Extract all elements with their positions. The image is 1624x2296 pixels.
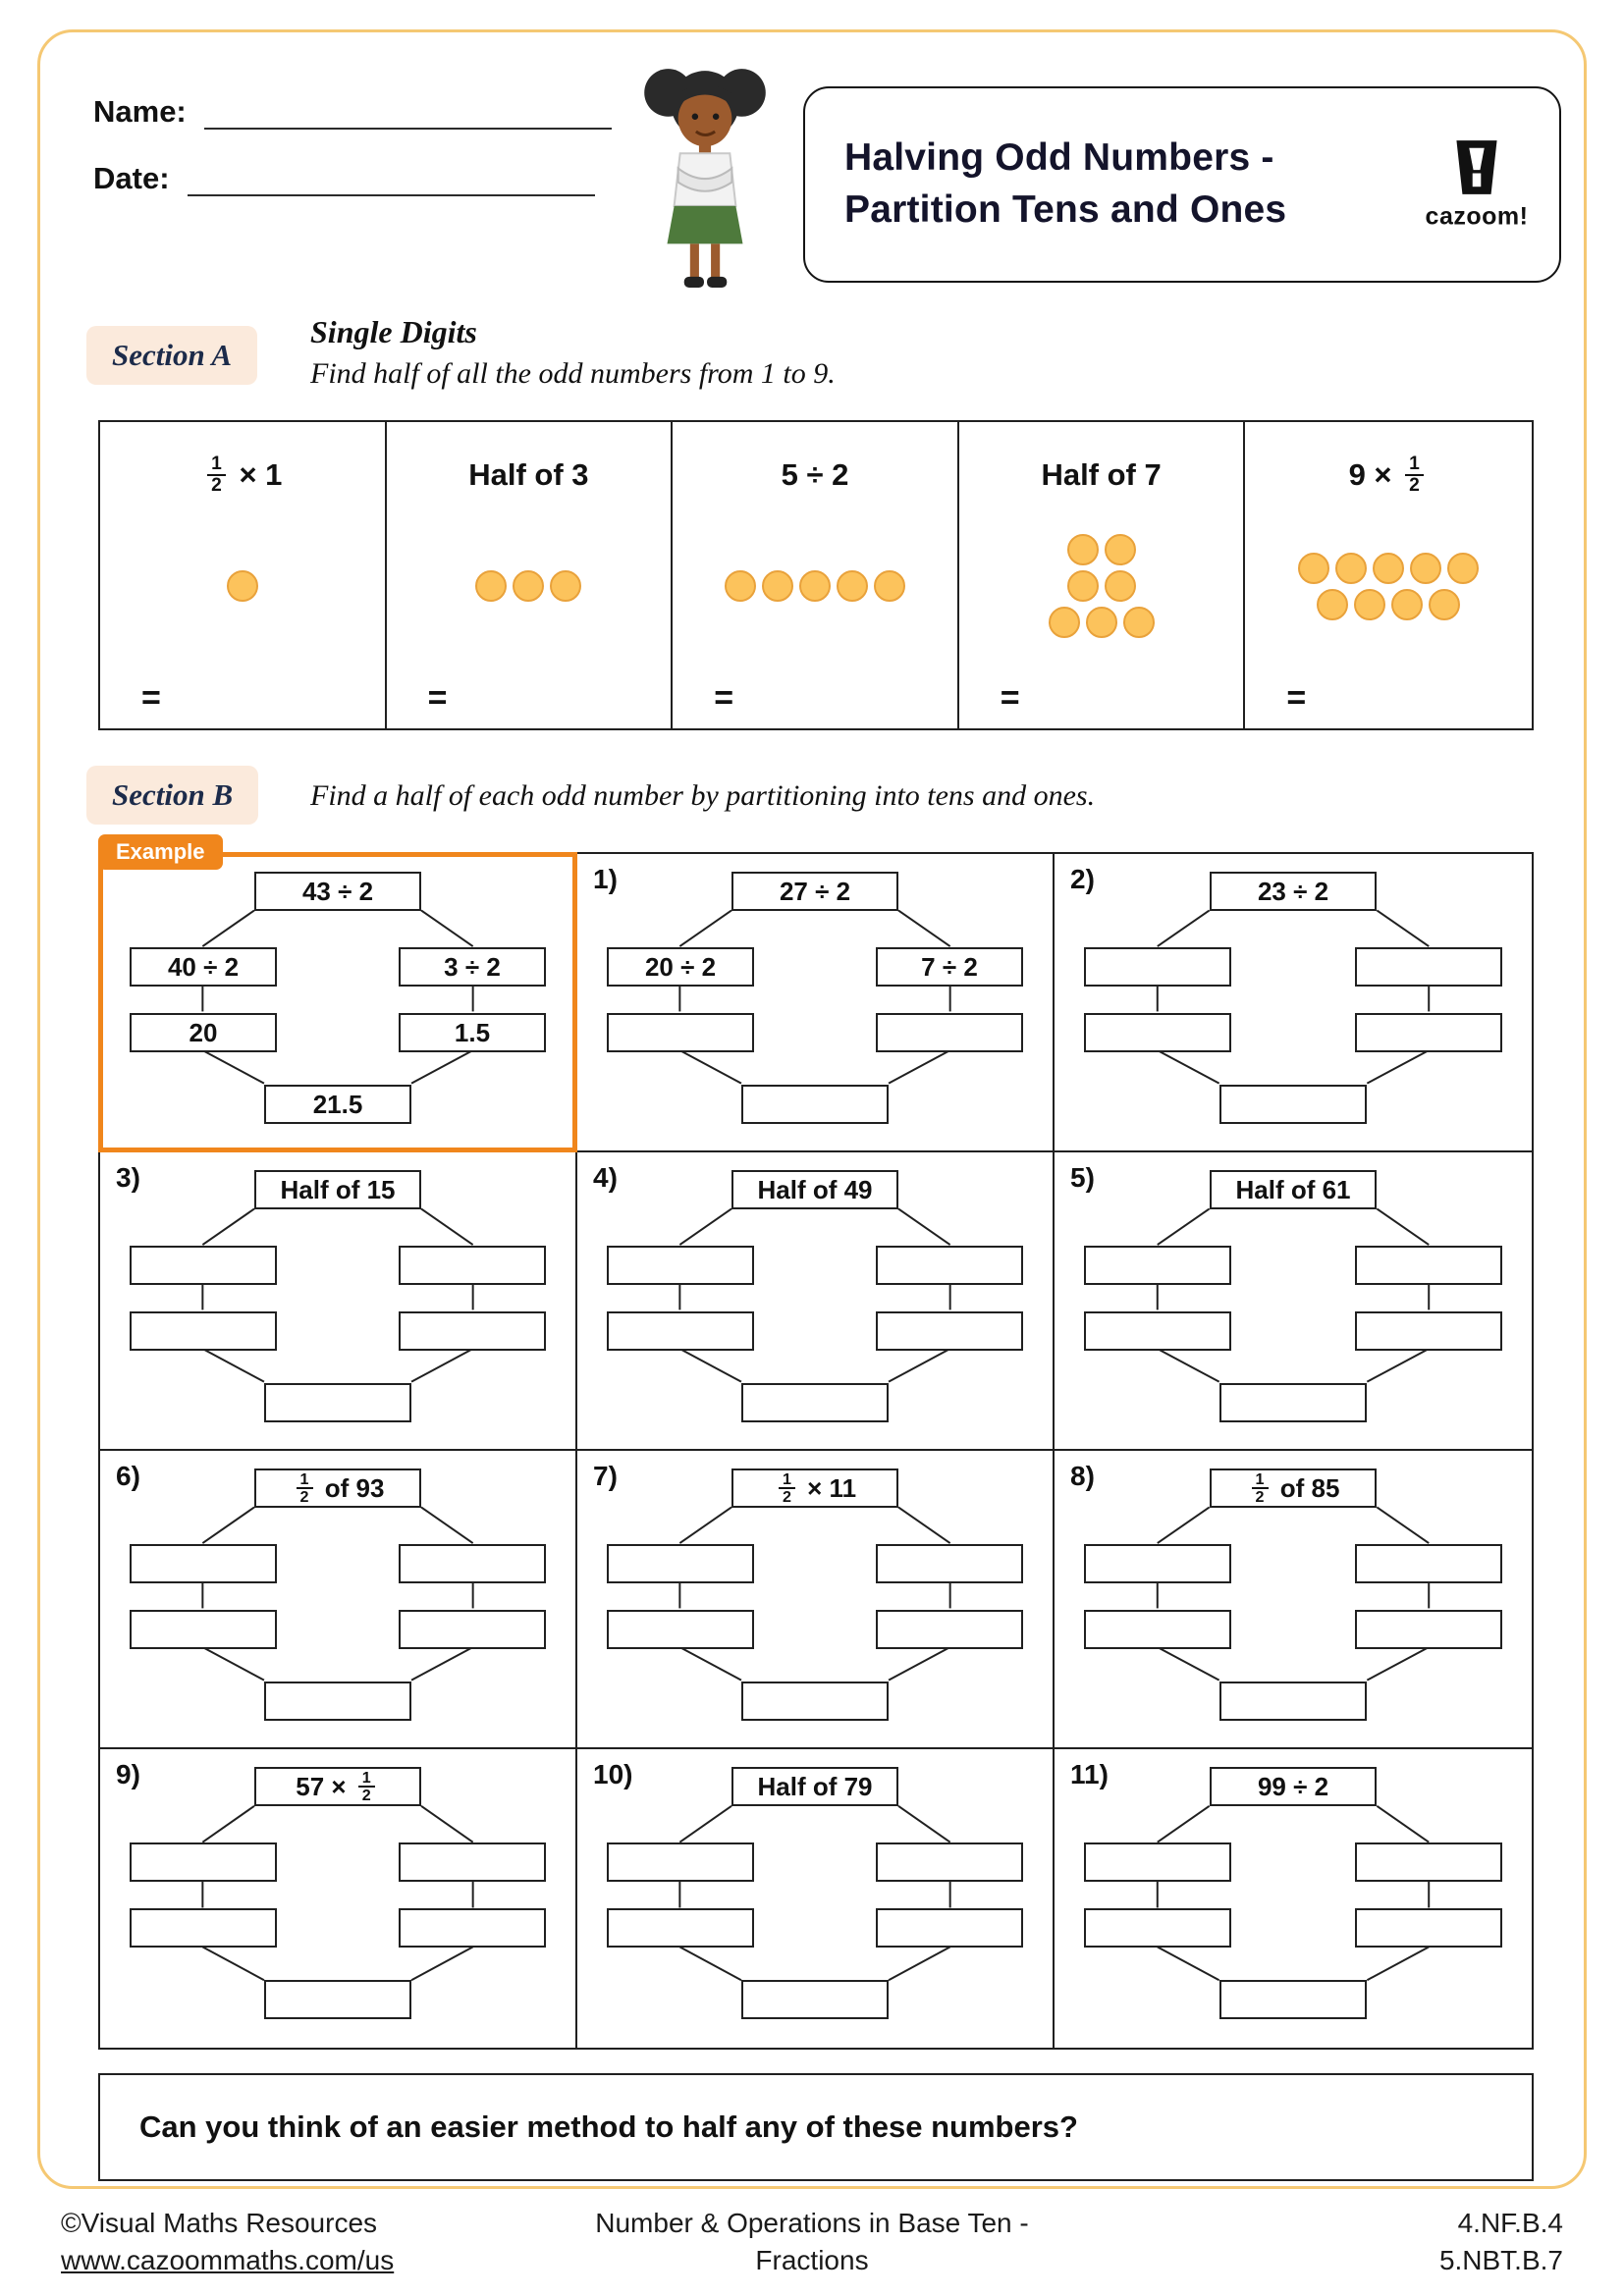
partition-ones-box[interactable] (876, 1544, 1023, 1583)
date-field (93, 161, 595, 196)
partition-expression-box: $\frac{1}{2}$ of 93 (254, 1468, 421, 1508)
one-half-fraction: $\frac{1}{2}$ (207, 454, 226, 495)
partition-ones-box[interactable] (876, 1246, 1023, 1285)
counter-dots (387, 505, 672, 667)
problem-number: 5) (1070, 1162, 1095, 1193)
section-a-problem (1245, 422, 1532, 728)
problem-number: 6) (116, 1461, 140, 1491)
partition-expression-box: 99 ÷ 2 (1210, 1767, 1377, 1806)
partition-final-answer-box[interactable] (741, 1980, 889, 2019)
partition-problem (577, 1749, 1055, 2048)
equals-sign: = (1286, 678, 1307, 717)
name-label: Name: (93, 94, 187, 129)
partition-tens-box[interactable] (607, 1246, 754, 1285)
partition-problem (577, 1152, 1055, 1451)
partition-ones-answer-box[interactable] (876, 1013, 1023, 1052)
partition-final-answer-box: 21.5 (264, 1085, 411, 1124)
counter-dots (673, 505, 957, 667)
partition-ones-box[interactable] (876, 1842, 1023, 1882)
partition-expression-box: $\frac{1}{2}$ × 11 (731, 1468, 898, 1508)
counter-dots (1245, 505, 1532, 667)
counter-dot (1373, 553, 1404, 584)
partition-expression-box: Half of 79 (731, 1767, 898, 1806)
problem-number: 7) (593, 1461, 618, 1491)
partition-tens-box[interactable] (1084, 1842, 1231, 1882)
partition-tens-box[interactable] (607, 1842, 754, 1882)
section-a-heading: Single Digits (310, 314, 477, 349)
partition-problem (1055, 1451, 1532, 1749)
partition-tens-box[interactable] (1084, 1544, 1231, 1583)
section-a-problem (387, 422, 674, 728)
dot-row (1067, 534, 1136, 565)
partition-expression-box: 43 ÷ 2 (254, 872, 421, 911)
counter-dot (513, 570, 544, 602)
one-half-fraction: $\frac{1}{2}$ (297, 1471, 313, 1506)
partition-tens-box[interactable] (130, 1842, 277, 1882)
page-footer (0, 2205, 1624, 2287)
partition-problem (577, 854, 1055, 1152)
partition-final-answer-box[interactable] (1219, 1383, 1367, 1422)
partition-ones-box[interactable] (399, 1544, 546, 1583)
cazoom-logo (1418, 138, 1536, 232)
dot-row (1067, 570, 1136, 602)
partition-final-answer-box[interactable] (264, 1682, 411, 1721)
partition-tens-answer-box[interactable] (607, 1610, 754, 1649)
counter-dot (1391, 589, 1423, 620)
partition-ones-box[interactable] (1355, 947, 1502, 987)
date-line[interactable] (188, 161, 595, 196)
section-b-grid (98, 839, 1534, 2050)
partition-problem (100, 1152, 577, 1451)
partition-tens-answer-box[interactable] (1084, 1610, 1231, 1649)
name-field (93, 94, 612, 130)
partition-ones-box[interactable] (1355, 1246, 1502, 1285)
counter-dot (1354, 589, 1385, 620)
counter-dot (1105, 534, 1136, 565)
partition-tens-answer-box[interactable] (1084, 1013, 1231, 1052)
partition-problem (1055, 854, 1532, 1152)
problem-number: 10) (593, 1759, 633, 1789)
footer-category (0, 2205, 1624, 2279)
counter-dot (1298, 553, 1329, 584)
one-half-fraction: $\frac{1}{2}$ (779, 1471, 795, 1506)
counter-dot (725, 570, 756, 602)
partition-expression-box: 57 × $\frac{1}{2}$ (254, 1767, 421, 1806)
problem-number: 4) (593, 1162, 618, 1193)
section-a-problem (959, 422, 1246, 728)
problem-expression: $\frac{1}{2}$ × 1 (100, 446, 385, 505)
section-a-problem (100, 422, 387, 728)
problem-expression: Half of 3 (468, 457, 589, 492)
counter-dot (550, 570, 581, 602)
dot-row (1317, 589, 1460, 620)
partition-expression-box: 23 ÷ 2 (1210, 872, 1377, 911)
partition-ones-box[interactable] (399, 1842, 546, 1882)
partition-final-answer-box[interactable] (264, 1980, 411, 2019)
partition-problem (100, 1749, 577, 2048)
partition-final-answer-box[interactable] (264, 1383, 411, 1422)
equals-sign: = (141, 678, 161, 717)
equals-sign: = (1000, 678, 1020, 717)
counter-dot (1410, 553, 1441, 584)
partition-ones-answer-box[interactable] (1355, 1610, 1502, 1649)
footer-copyright: ©Visual Maths Resources (61, 2208, 378, 2238)
partition-ones-answer-box[interactable] (399, 1311, 546, 1351)
dot-row (475, 570, 581, 602)
partition-tens-box: 40 ÷ 2 (130, 947, 277, 987)
partition-final-answer-box[interactable] (1219, 1980, 1367, 2019)
counter-dot (227, 570, 258, 602)
counter-dot (1335, 553, 1367, 584)
cartoon-girl-illustration (630, 57, 780, 291)
partition-ones-answer-box[interactable] (1355, 1311, 1502, 1351)
equals-sign: = (714, 678, 734, 717)
counter-dots (959, 505, 1244, 667)
counter-dot (1317, 589, 1348, 620)
partition-final-answer-box[interactable] (741, 1383, 889, 1422)
partition-tens-answer-box[interactable] (130, 1908, 277, 1948)
partition-expression-box: Half of 15 (254, 1170, 421, 1209)
partition-tens-answer-box[interactable] (1084, 1311, 1231, 1351)
partition-tens-box[interactable] (607, 1544, 754, 1583)
partition-problem (1055, 1152, 1532, 1451)
counter-dot (475, 570, 507, 602)
example-tag: Example (98, 834, 223, 870)
partition-tens-answer-box[interactable] (607, 1311, 754, 1351)
partition-tens-box[interactable] (1084, 1246, 1231, 1285)
footer-standard-1: 4.NF.B.4 (1457, 2208, 1563, 2238)
counter-dots (100, 505, 385, 667)
dot-row (725, 570, 905, 602)
counter-dot (762, 570, 793, 602)
partition-problem (1055, 1749, 1532, 2048)
partition-final-answer-box[interactable] (1219, 1085, 1367, 1124)
partition-tens-answer-box[interactable] (607, 1908, 754, 1948)
counter-dot (1105, 570, 1136, 602)
partition-ones-box[interactable] (1355, 1544, 1502, 1583)
partition-tens-box[interactable] (1084, 947, 1231, 987)
question-box (98, 2073, 1534, 2181)
name-line[interactable] (204, 94, 612, 130)
footer-standards (1439, 2205, 1563, 2279)
counter-dot (837, 570, 868, 602)
problem-expression: 9 × $\frac{1}{2}$ (1245, 446, 1532, 505)
question-text: Can you think of an easier method to half any of these numbers? (139, 2109, 1078, 2144)
partition-tens-answer-box[interactable] (1084, 1908, 1231, 1948)
section-a-table (98, 420, 1534, 730)
partition-tens-box[interactable] (130, 1544, 277, 1583)
partition-tens-box: 20 ÷ 2 (607, 947, 754, 987)
partition-ones-answer-box[interactable] (876, 1311, 1023, 1351)
partition-ones-box: 3 ÷ 2 (399, 947, 546, 987)
footer-standard-2: 5.NBT.B.7 (1438, 2244, 1563, 2275)
one-half-fraction: $\frac{1}{2}$ (358, 1770, 375, 1804)
counter-dot (1429, 589, 1460, 620)
problem-expression: 5 ÷ 2 (781, 457, 849, 492)
section-a-problem (673, 422, 959, 728)
footer-url-link[interactable]: www.cazoommaths.com/us (61, 2244, 395, 2275)
partition-problem (100, 839, 577, 1152)
partition-ones-box[interactable] (399, 1246, 546, 1285)
page-title (805, 133, 1286, 236)
partition-tens-answer-box[interactable] (130, 1311, 277, 1351)
partition-final-answer-box[interactable] (741, 1682, 889, 1721)
dot-row (1298, 553, 1479, 584)
one-half-fraction: $\frac{1}{2}$ (1405, 454, 1424, 495)
partition-tens-answer-box: 20 (130, 1013, 277, 1052)
partition-expression-box: Half of 49 (731, 1170, 898, 1209)
problem-number: 3) (116, 1162, 140, 1193)
cazoom-logo-text: cazoom! (1425, 202, 1529, 231)
partition-final-answer-box[interactable] (1219, 1682, 1367, 1721)
partition-ones-answer-box: 1.5 (399, 1013, 546, 1052)
equals-sign: = (427, 678, 448, 717)
footer-category-line-1: Number & Operations in Base Ten - (595, 2208, 1029, 2238)
problem-number: 8) (1070, 1461, 1095, 1491)
problem-number: 9) (116, 1759, 140, 1789)
partition-expression-box: Half of 61 (1210, 1170, 1377, 1209)
partition-ones-answer-box[interactable] (1355, 1013, 1502, 1052)
counter-dot (874, 570, 905, 602)
partition-problem (100, 1451, 577, 1749)
section-a-instruction: Find half of all the odd numbers from 1 to 9. (310, 357, 836, 390)
partition-ones-answer-box[interactable] (1355, 1908, 1502, 1948)
partition-expression-box: $\frac{1}{2}$ of 85 (1210, 1468, 1377, 1508)
title-line-1: Halving Odd Numbers - (844, 136, 1274, 180)
problem-number: 1) (593, 864, 618, 894)
section-b-instruction: Find a half of each odd number by partitioning into tens and ones. (310, 779, 1096, 812)
partition-ones-answer-box[interactable] (399, 1610, 546, 1649)
dot-row (227, 570, 258, 602)
problem-expression: Half of 7 (1041, 457, 1162, 492)
partition-problem (577, 1451, 1055, 1749)
counter-dot (1067, 534, 1099, 565)
section-b-label: Section B (86, 766, 258, 825)
footer-category-line-2: Fractions (755, 2244, 869, 2275)
date-label: Date: (93, 161, 170, 195)
counter-dot (1123, 607, 1155, 638)
cazoom-logo-icon (1451, 138, 1502, 197)
partition-ones-box[interactable] (1355, 1842, 1502, 1882)
problem-number: 2) (1070, 864, 1095, 894)
counter-dot (1447, 553, 1479, 584)
counter-dot (1067, 570, 1099, 602)
section-a-label: Section A (86, 326, 257, 385)
partition-ones-answer-box[interactable] (876, 1610, 1023, 1649)
partition-ones-box: 7 ÷ 2 (876, 947, 1023, 987)
title-box (803, 86, 1561, 283)
partition-tens-box[interactable] (130, 1246, 277, 1285)
partition-tens-answer-box[interactable] (607, 1013, 754, 1052)
partition-expression-box: 27 ÷ 2 (731, 872, 898, 911)
dot-row (1049, 607, 1155, 638)
partition-ones-answer-box[interactable] (399, 1908, 546, 1948)
partition-final-answer-box[interactable] (741, 1085, 889, 1124)
one-half-fraction: $\frac{1}{2}$ (1252, 1471, 1269, 1506)
problem-number: 11) (1070, 1759, 1109, 1789)
title-line-2: Partition Tens and Ones (844, 188, 1287, 231)
partition-ones-answer-box[interactable] (876, 1908, 1023, 1948)
counter-dot (1049, 607, 1080, 638)
counter-dot (799, 570, 831, 602)
counter-dot (1086, 607, 1117, 638)
partition-tens-answer-box[interactable] (130, 1610, 277, 1649)
